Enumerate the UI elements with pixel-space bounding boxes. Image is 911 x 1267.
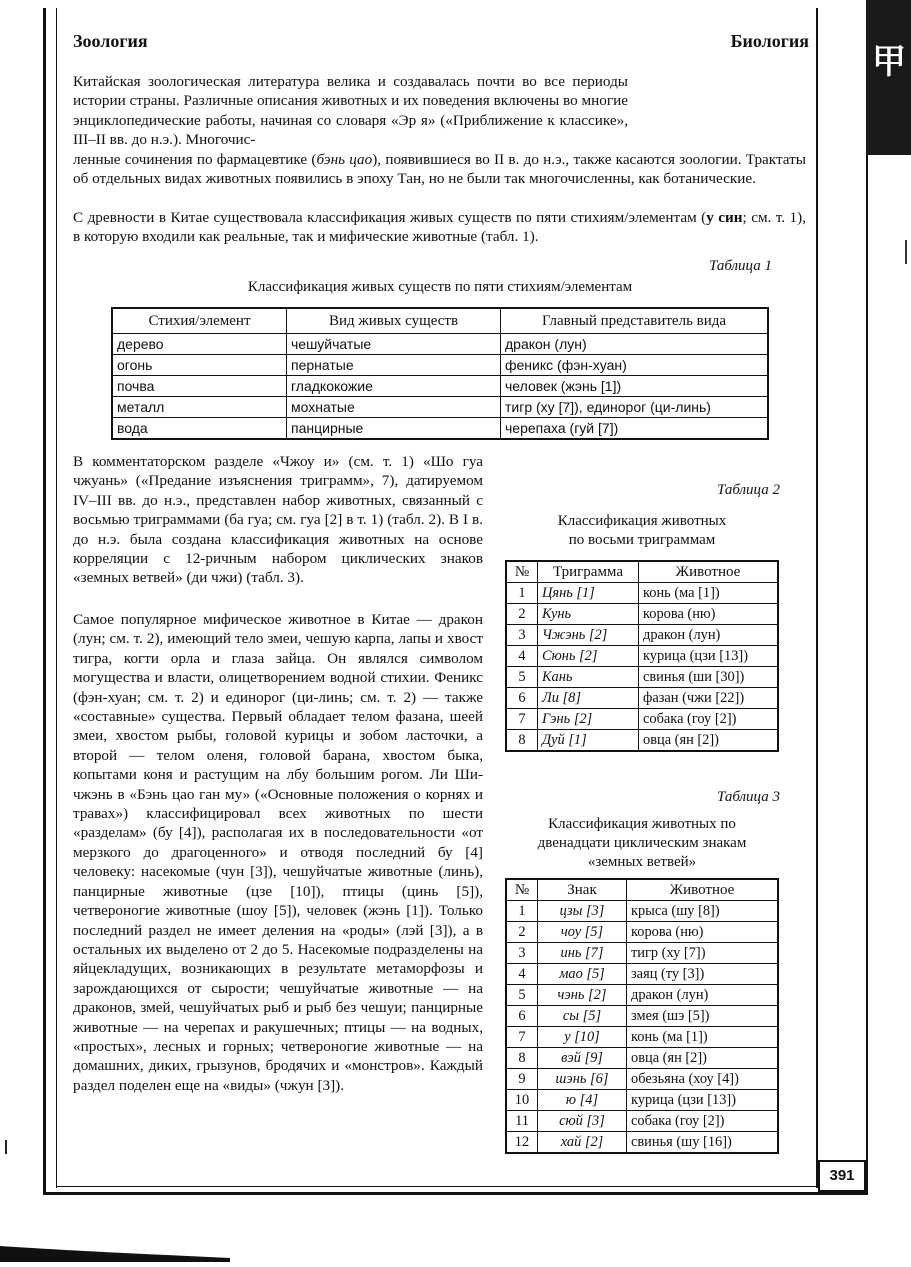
table-row	[506, 667, 778, 688]
table-cell: вода	[112, 418, 287, 440]
table-cell: 10	[506, 1090, 538, 1111]
table-cell: 8	[506, 1048, 538, 1069]
table-row	[506, 901, 778, 922]
table-row	[112, 334, 768, 355]
table3-title-line1: Классификация животных по	[548, 816, 736, 832]
table-cell: гладкокожие	[287, 376, 501, 397]
table-cell: цзы [3]	[538, 901, 627, 922]
table2-title-line2: по восьми триграммам	[568, 532, 716, 548]
table-cell: 11	[506, 1111, 538, 1132]
table-cell: шэнь [6]	[538, 1069, 627, 1090]
table-cell: мао [5]	[538, 964, 627, 985]
body-paragraph-2: Самое популярное мифическое животное в Китае — дракон (лун; см. т. 2), имеющий тело змеи, чешую карпа, лапы и хвост тигра, когти орла и глаза зайца. Он являлся символом могущества и власти, олицетворением водной стихии. Феникс (фэн-хуан; см. т. 2) и единорог (ци-линь; см. т. 2) — также «составные» существа. Первый обладает телом фазана, шеей змеи, хвостом рыбы, головой курицы и зобом ласточки, а второй — телом оленя, головой барана, хвостом быка, копытами коня и растущим на лбу большим рогом. Ли Ши-чжэнь в «Бэнь цао ган му» («Основные положения о корнях и травах») классифицировал всех животных по шести «разделам» (бу [4]), располагая их в последовательности «от мерзкого до драгоценного» и отводя последний бу [4] человеку: насекомые (чун [3]), чешуйчатые животные (линь), панцирные животные (цзе [10]), птицы (цинь [5]), четвероногие животные (шоу [5]), человек (жэнь [1]). Только последний раздел не имеет деления на «роды» (лэй [3]), а в остальных их выделено от 2 до 5. Насекомые подразделены на яйцекладущих, возникающих в результате метаморфозы и зарождающихся от сырости; чешуйчатые животные — на драконов, змей, чешуйчатых рыб и рыб без чешуи; панцирные животные — на черепах и ракушечных; птицы — на водных, «простых», лесных и горных; четвероногие животные — на домашних, диких, грызунов, бродячих и «монстров». Каждый раздел поделен еще на «виды» (чжун [3]).	[73, 611, 483, 1094]
table-cell: 3	[506, 943, 538, 964]
table-cell: панцирные	[287, 418, 501, 440]
table-cell: 12	[506, 1132, 538, 1154]
table2	[505, 560, 779, 752]
table-cell: собака (гоу [2])	[639, 709, 779, 730]
table-row	[112, 376, 768, 397]
table-cell: 6	[506, 688, 538, 709]
table-header-cell: Главный представитель вида	[501, 308, 769, 334]
table-row	[112, 355, 768, 376]
table-row	[506, 1006, 778, 1027]
scan-artifact	[0, 1240, 230, 1262]
section-tab-glyph: 甲	[872, 42, 906, 82]
table3-caption: Таблица 3	[717, 789, 780, 805]
table-cell: заяц (ту [3])	[627, 964, 779, 985]
table-cell: Гэнь [2]	[538, 709, 639, 730]
table-cell: овца (ян [2])	[627, 1048, 779, 1069]
table-cell: 5	[506, 985, 538, 1006]
table-row	[506, 1090, 778, 1111]
table-cell: пернатые	[287, 355, 501, 376]
table2-title	[505, 512, 779, 550]
table-cell: корова (ню)	[627, 922, 779, 943]
table-cell: конь (ма [1])	[627, 1027, 779, 1048]
table-cell: Цянь [1]	[538, 583, 639, 604]
table-cell: 3	[506, 625, 538, 646]
table-cell: 1	[506, 901, 538, 922]
table-row	[506, 646, 778, 667]
table-cell: сы [5]	[538, 1006, 627, 1027]
table-row	[506, 943, 778, 964]
table-row	[506, 1048, 778, 1069]
table-cell: огонь	[112, 355, 287, 376]
intro-paragraph-1: Китайская зоологическая литература велика и создавалась почти во все периоды истории страны. Различные описания животных и их поведения включены во многие энциклопедические работы, начиная со словаря «Эр я» («Приближение к классике», III–II вв. до н.э.). Многочис-	[73, 73, 628, 149]
table-cell: Чжэнь [2]	[538, 625, 639, 646]
page-frame-left	[43, 8, 46, 1195]
table-header-cell: Знак	[538, 879, 627, 901]
table1-caption: Таблица 1	[709, 258, 772, 274]
table-cell: змея (шэ [5])	[627, 1006, 779, 1027]
table-cell: 4	[506, 964, 538, 985]
table-cell: курица (цзи [13])	[627, 1090, 779, 1111]
table3-title-line3: «земных ветвей»	[587, 854, 697, 870]
table-cell: Сюнь [2]	[538, 646, 639, 667]
table-row	[112, 418, 768, 440]
table-cell: у [10]	[538, 1027, 627, 1048]
table-header-row	[506, 879, 778, 901]
table3-title	[505, 815, 779, 872]
table-cell: обезьяна (хоу [4])	[627, 1069, 779, 1090]
left-margin-tick	[5, 1140, 7, 1154]
table-cell: 2	[506, 922, 538, 943]
table-header-cell: №	[506, 561, 538, 583]
table-cell: 8	[506, 730, 538, 752]
table-row	[506, 688, 778, 709]
table-header-cell: Вид живых существ	[287, 308, 501, 334]
table-cell: дерево	[112, 334, 287, 355]
table-cell: хай [2]	[538, 1132, 627, 1154]
table-cell: 2	[506, 604, 538, 625]
table-cell: чоу [5]	[538, 922, 627, 943]
table-cell: 5	[506, 667, 538, 688]
table-cell: 4	[506, 646, 538, 667]
table-header-row	[112, 308, 768, 334]
table2-title-line1: Классификация животных	[557, 513, 727, 529]
table-cell: черепаха (гуй [7])	[501, 418, 769, 440]
table-cell: феникс (фэн-хуан)	[501, 355, 769, 376]
table-cell: ю [4]	[538, 1090, 627, 1111]
running-header-right: Биология	[730, 31, 809, 51]
table-cell: Кань	[538, 667, 639, 688]
table-row	[506, 1111, 778, 1132]
table-cell: Дуй [1]	[538, 730, 639, 752]
table-cell: дракон (лун)	[627, 985, 779, 1006]
table-cell: вэй [9]	[538, 1048, 627, 1069]
running-header-left: Зоология	[73, 31, 148, 51]
table-row	[506, 964, 778, 985]
table-row	[506, 1132, 778, 1154]
table-cell: конь (ма [1])	[639, 583, 779, 604]
table-cell: человек (жэнь [1])	[501, 376, 769, 397]
table-cell: курица (цзи [13])	[639, 646, 779, 667]
table1	[111, 307, 769, 440]
table-header-row	[506, 561, 778, 583]
intro-paragraph-2: С древности в Китае существовала классификация живых существ по пяти стихиям/элементам (у син; см. т. 1), в которую входили как реальные, так и мифические животные (табл. 1).	[73, 209, 806, 246]
table-row	[506, 985, 778, 1006]
table-cell: свинья (ши [30])	[639, 667, 779, 688]
table-cell: тигр (ху [7])	[627, 943, 779, 964]
table-row	[506, 604, 778, 625]
table-cell: крыса (шу [8])	[627, 901, 779, 922]
table-row	[506, 1027, 778, 1048]
page-frame-bottom-inner	[56, 1186, 816, 1187]
table-cell: фазан (чжи [22])	[639, 688, 779, 709]
table-row	[506, 625, 778, 646]
page-frame-inner-left	[56, 8, 57, 1188]
table-cell: мохнатые	[287, 397, 501, 418]
table-cell: чэнь [2]	[538, 985, 627, 1006]
table-cell: 1	[506, 583, 538, 604]
table-cell: свинья (шу [16])	[627, 1132, 779, 1154]
table-cell: 7	[506, 1027, 538, 1048]
table-row	[506, 730, 778, 752]
table3	[505, 878, 779, 1154]
table-header-cell: Животное	[639, 561, 779, 583]
table-cell: инь [7]	[538, 943, 627, 964]
table-cell: собака (гоу [2])	[627, 1111, 779, 1132]
table-cell: овца (ян [2])	[639, 730, 779, 752]
table-cell: 9	[506, 1069, 538, 1090]
table-row	[112, 397, 768, 418]
page-frame-bottom	[43, 1192, 868, 1195]
table-cell: 7	[506, 709, 538, 730]
table-cell: сюй [3]	[538, 1111, 627, 1132]
table-header-cell: Животное	[627, 879, 779, 901]
table-cell: Кунь	[538, 604, 639, 625]
table-row	[506, 922, 778, 943]
table-row	[506, 583, 778, 604]
table-cell: металл	[112, 397, 287, 418]
table-cell: 6	[506, 1006, 538, 1027]
table-row	[506, 709, 778, 730]
table-header-cell: Стихия/элемент	[112, 308, 287, 334]
page-frame-right	[816, 8, 818, 1188]
table3-title-line2: двенадцати циклическим знакам	[537, 835, 747, 851]
table-cell: тигр (ху [7]), единорог (ци-линь)	[501, 397, 769, 418]
table-cell: дракон (лун)	[501, 334, 769, 355]
page-number: 391	[818, 1160, 866, 1192]
table1-title: Классификация живых существ по пяти стихиям/элементам	[247, 279, 633, 295]
intro-paragraph-1-cont: ленные сочинения по фармацевтике (бэнь цао), появившиеся во II в. до н.э., также касаются зоологии. Трактаты об отдельных видах животных появились в эпоху Тан, но не были так многочисленны, как ботанические.	[73, 151, 806, 188]
margin-tick	[905, 240, 907, 264]
body-paragraph-1: В комментаторском разделе «Чжоу и» (см. т. 1) «Шо гуа чжуань» («Предание изъяснения триграмм», 7), датируемом IV–III вв. до н.э., представлен набор животных, связанный с восьмью триграммами (ба гуа; см. гуа [2] в т. 1) (табл. 2). В I в. до н.э. была создана классификация животных на основе корреляции с 12-ричным набором циклических знаков «земных ветвей» (ди чжи) (табл. 3).	[73, 453, 483, 587]
table-cell: корова (ню)	[639, 604, 779, 625]
table-row	[506, 1069, 778, 1090]
table-header-cell: №	[506, 879, 538, 901]
table-cell: почва	[112, 376, 287, 397]
margin-rule	[866, 155, 868, 1195]
table-cell: чешуйчатые	[287, 334, 501, 355]
table2-caption: Таблица 2	[717, 482, 780, 498]
table-header-cell: Триграмма	[538, 561, 639, 583]
table-cell: дракон (лун)	[639, 625, 779, 646]
table-cell: Ли [8]	[538, 688, 639, 709]
